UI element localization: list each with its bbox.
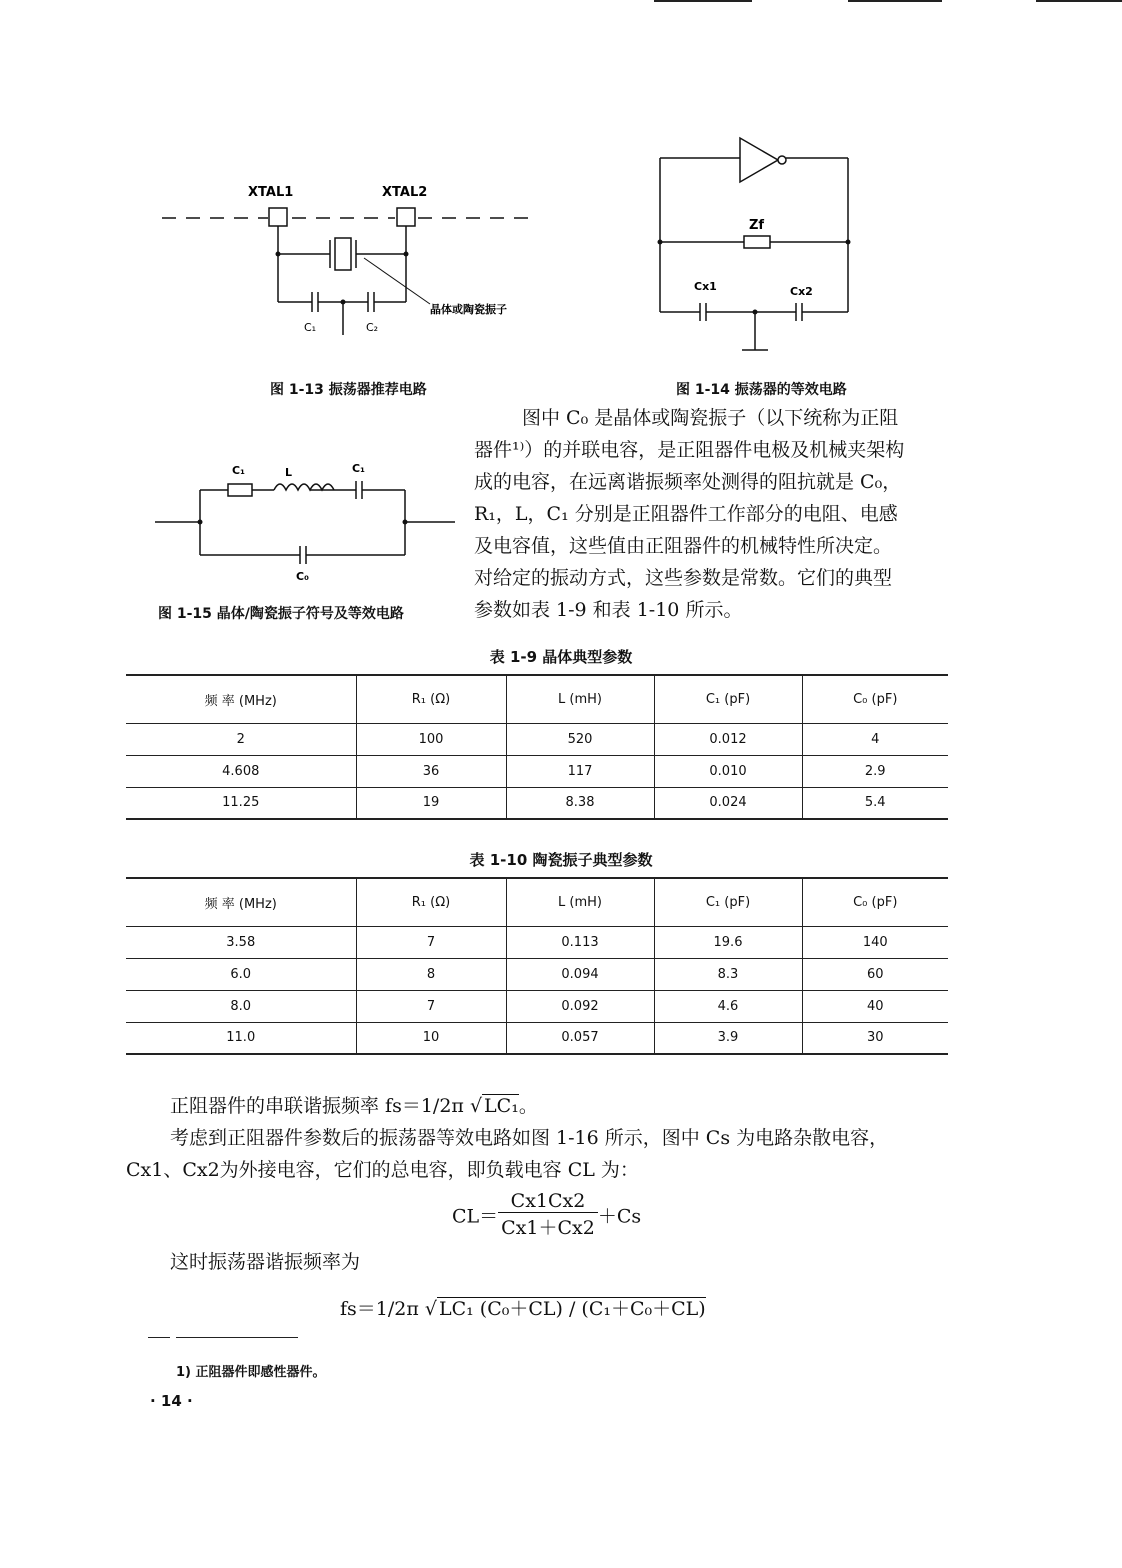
paragraph-1-line: 及电容值，这些值由正阻器件的机械特性所决定。 bbox=[474, 535, 893, 557]
table-row bbox=[126, 990, 948, 1022]
fig15-c1-left: C₁ bbox=[232, 464, 245, 477]
table-cell: 7 bbox=[356, 926, 506, 958]
formula1-fraction bbox=[498, 1190, 598, 1240]
table-row bbox=[126, 926, 948, 958]
table-cell: 140 bbox=[802, 926, 948, 958]
page-number: · 14 · bbox=[150, 1392, 193, 1410]
paragraph-1-line: 成的电容，在远离谐振频率处测得的阻抗就是 C₀， bbox=[474, 471, 902, 493]
fig15-c0: C₀ bbox=[296, 570, 309, 583]
load-capacitance-formula bbox=[452, 1190, 641, 1240]
table-cell: 4.608 bbox=[222, 763, 260, 779]
table-header: R₁ (Ω) bbox=[356, 675, 506, 723]
table-row bbox=[126, 958, 948, 990]
cx2-label: Cx2 bbox=[790, 285, 813, 298]
table-cell: 2.9 bbox=[802, 755, 948, 787]
table-cell: 19 bbox=[356, 787, 506, 819]
table-cell: 4.6 bbox=[654, 990, 802, 1022]
resonance-frequency-formula: fs＝1/2π √ LC₁ (C₀＋CL) / (C₁＋C₀＋CL) bbox=[340, 1298, 706, 1320]
table-cell: 0.057 bbox=[506, 1022, 654, 1054]
table-cell: 5.4 bbox=[802, 787, 948, 819]
table-cell: 4 bbox=[802, 723, 948, 755]
fig15-c1-right: C₁ bbox=[352, 462, 365, 475]
table-cell: 6.0 bbox=[230, 966, 252, 982]
formula2-sqrt: LC₁ (C₀＋CL) / (C₁＋C₀＋CL) bbox=[439, 1298, 706, 1320]
table-cell: 36 bbox=[356, 755, 506, 787]
formula1-rhs: ＋Cs bbox=[597, 1205, 642, 1228]
paragraph-1-line: 器件¹⁾）的并联电容，是正阻器件电极及机械夹架构 bbox=[474, 439, 905, 461]
table-cell: 8.38 bbox=[506, 787, 654, 819]
fig15-l: L bbox=[285, 466, 293, 479]
table-row bbox=[126, 723, 948, 755]
table-1-10-title: 表 1-10 陶瓷振子典型参数 bbox=[469, 851, 653, 869]
paragraph-2-line-2: Cx1、Cx2为外接电容，它们的总电容，即负载电容 CL 为： bbox=[126, 1159, 639, 1181]
figure-1-15-caption: 图 1-15 晶体/陶瓷振子符号及等效电路 bbox=[158, 606, 404, 622]
formula2-prefix: fs＝1/2π bbox=[340, 1298, 425, 1320]
paragraph-1-line: 对给定的振动方式，这些参数是常数。它们的典型 bbox=[474, 567, 893, 589]
table-cell: 520 bbox=[506, 723, 654, 755]
figure-1-13-circuit bbox=[150, 170, 570, 350]
table-header: C₀ (pF) bbox=[802, 675, 948, 723]
table-header: L (mH) bbox=[506, 675, 654, 723]
table-header: C₁ (pF) bbox=[654, 675, 802, 723]
table-1-9-title: 表 1-9 晶体典型参数 bbox=[489, 648, 633, 666]
footnote-rule-short bbox=[148, 1337, 170, 1338]
xtal2-label: XTAL2 bbox=[382, 185, 428, 200]
top-rule-3 bbox=[1036, 0, 1122, 2]
table-cell: 3.9 bbox=[654, 1022, 802, 1054]
table-header: C₀ (pF) bbox=[802, 878, 948, 926]
table-header: L (mH) bbox=[506, 878, 654, 926]
paragraph-1-line: R₁，L，C₁ 分别是正阻器件工作部分的电阻、电感 bbox=[474, 503, 898, 525]
table-cell: 7 bbox=[356, 990, 506, 1022]
table-header: 频 率 (MHz) bbox=[204, 693, 277, 709]
footnote: 1) 正阻器件即感性器件。 bbox=[176, 1365, 326, 1380]
table-cell: 117 bbox=[506, 755, 654, 787]
table-cell: 3.58 bbox=[226, 934, 256, 950]
figure-1-13-caption: 图 1-13 振荡器推荐电路 bbox=[270, 382, 427, 398]
table-cell: 2 bbox=[236, 731, 245, 747]
formula1-num: Cx1Cx2 bbox=[498, 1190, 598, 1213]
paragraph-1-line: 参数如表 1-9 和表 1-10 所示。 bbox=[474, 599, 743, 621]
table-cell: 11.0 bbox=[226, 1030, 256, 1046]
table-cell: 100 bbox=[356, 723, 506, 755]
paragraph-3: 这时振荡器谐振频率为 bbox=[170, 1251, 361, 1273]
table-header: C₁ (pF) bbox=[654, 878, 802, 926]
table-cell: 19.6 bbox=[654, 926, 802, 958]
series-suffix: 。 bbox=[518, 1095, 538, 1117]
table-cell: 0.010 bbox=[654, 755, 802, 787]
top-rule-2 bbox=[848, 0, 942, 2]
table-cell: 40 bbox=[802, 990, 948, 1022]
figure-1-14-caption: 图 1-14 振荡器的等效电路 bbox=[676, 382, 847, 398]
table-cell: 0.092 bbox=[506, 990, 654, 1022]
table-cell: 0.094 bbox=[506, 958, 654, 990]
table-1-10 bbox=[126, 877, 948, 1055]
table-row bbox=[126, 1022, 948, 1054]
series-prefix: 正阻器件的串联谐振频率 fs＝1/2π bbox=[170, 1095, 470, 1117]
formula1-lhs: CL＝ bbox=[452, 1205, 499, 1228]
series-resonance-line: 正阻器件的串联谐振频率 fs＝1/2π √ LC₁。 bbox=[170, 1095, 538, 1117]
paragraph-2-line-1: 考虑到正阻器件参数后的振荡器等效电路如图 1-16 所示，图中 Cs 为电路杂散电容， bbox=[170, 1127, 889, 1149]
table-header: 频 率 (MHz) bbox=[204, 896, 277, 912]
c1-label: C₁ bbox=[304, 321, 317, 334]
table-cell: 0.012 bbox=[654, 723, 802, 755]
cx1-label: Cx1 bbox=[694, 280, 717, 293]
table-row bbox=[126, 787, 948, 819]
table-cell: 30 bbox=[802, 1022, 948, 1054]
top-rule-1 bbox=[654, 0, 752, 2]
table-cell: 60 bbox=[802, 958, 948, 990]
paragraph-1-line: 图中 C₀ 是晶体或陶瓷振子（以下统称为正阻 bbox=[522, 407, 899, 429]
table-cell: 8.0 bbox=[230, 998, 252, 1014]
xtal1-label: XTAL1 bbox=[248, 185, 294, 200]
footnote-rule bbox=[176, 1337, 298, 1338]
resonator-label: 晶体或陶瓷振子 bbox=[430, 303, 507, 316]
zf-label: Zf bbox=[749, 218, 765, 233]
table-cell: 8.3 bbox=[654, 958, 802, 990]
table-1-9 bbox=[126, 674, 948, 820]
table-row bbox=[126, 755, 948, 787]
series-sqrt: LC₁ bbox=[484, 1095, 519, 1117]
table-cell: 0.024 bbox=[654, 787, 802, 819]
paragraph-1 bbox=[474, 402, 954, 626]
c2-label: C₂ bbox=[366, 321, 379, 334]
table-cell: 8 bbox=[356, 958, 506, 990]
figure-1-14-circuit bbox=[650, 130, 860, 360]
table-cell: 0.113 bbox=[506, 926, 654, 958]
table-header: R₁ (Ω) bbox=[356, 878, 506, 926]
figure-1-15-circuit bbox=[150, 455, 460, 585]
table-cell: 10 bbox=[356, 1022, 506, 1054]
table-cell: 11.25 bbox=[222, 795, 260, 811]
formula1-den: Cx1＋Cx2 bbox=[501, 1217, 595, 1239]
